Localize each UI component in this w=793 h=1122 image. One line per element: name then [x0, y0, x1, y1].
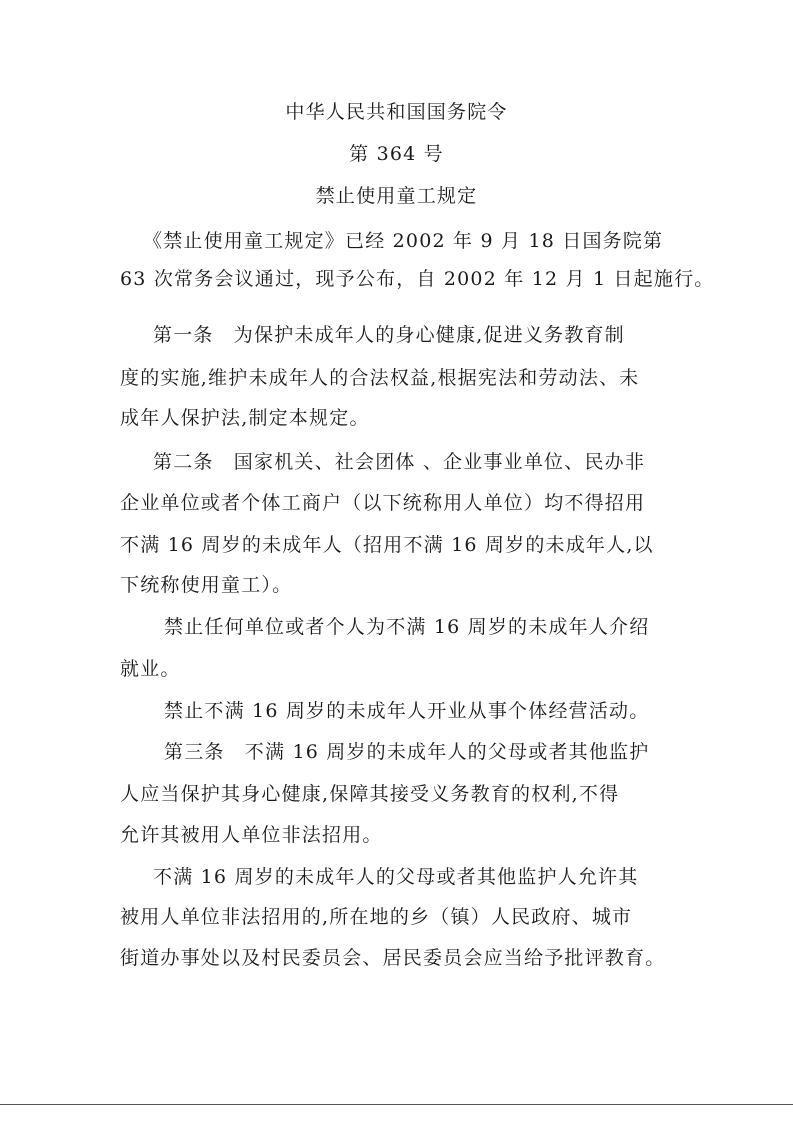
article-3-line: 第三条 不满 16 周岁的未成年人的父母或者其他监护 [164, 741, 650, 763]
article-1-line: 成年人保护法,制定本规定。 [120, 407, 370, 429]
decree-number: 第 364 号 [349, 143, 444, 165]
article-2-line: 下统称使用童工）。 [120, 574, 293, 596]
article-2-para2-line: 禁止任何单位或者个人为不满 16 周岁的未成年人介绍 [164, 616, 650, 638]
article-3-para2-line: 不满 16 周岁的未成年人的父母或者其他监护人允许其 [153, 866, 639, 888]
article-1-line: 度的实施,维护未成年人的合法权益,根据宪法和劳动法、未 [120, 367, 640, 389]
article-3-line: 人应当保护其身心健康,保障其接受义务教育的权利,不得 [120, 783, 620, 805]
page-bottom-divider [0, 1104, 793, 1105]
document-title: 禁止使用童工规定 [315, 185, 478, 207]
article-1-line: 第一条 为保护未成年人的身心健康,促进义务教育制 [153, 324, 625, 346]
preamble-line: 《禁止使用童工规定》已经 2002 年 9 月 18 日国务院第 [143, 230, 664, 252]
article-2-line: 不满 16 周岁的未成年人（招用不满 16 周岁的未成年人,以 [120, 534, 654, 556]
article-3-para2-line: 被用人单位非法招用的,所在地的乡（镇）人民政府、城市 [120, 906, 633, 928]
article-3-para2-line: 街道办事处以及村民委员会、居民委员会应当给予批评教育。 [120, 947, 666, 969]
decree-heading: 中华人民共和国国务院令 [285, 101, 508, 123]
article-2-line: 企业单位或者个体工商户（以下统称用人单位）均不得招用 [120, 492, 646, 514]
article-2-para3-line: 禁止不满 16 周岁的未成年人开业从事个体经营活动。 [164, 700, 650, 722]
article-2-para2-line: 就业。 [120, 658, 181, 680]
preamble-line: 63 次常务会议通过，现予公布，自 2002 年 12 月 1 日起施行。 [120, 268, 715, 290]
article-3-line: 允许其被用人单位非法招用。 [120, 824, 383, 846]
article-2-line: 第二条 国家机关、社会团体 、企业事业单位、民办非 [153, 451, 646, 473]
